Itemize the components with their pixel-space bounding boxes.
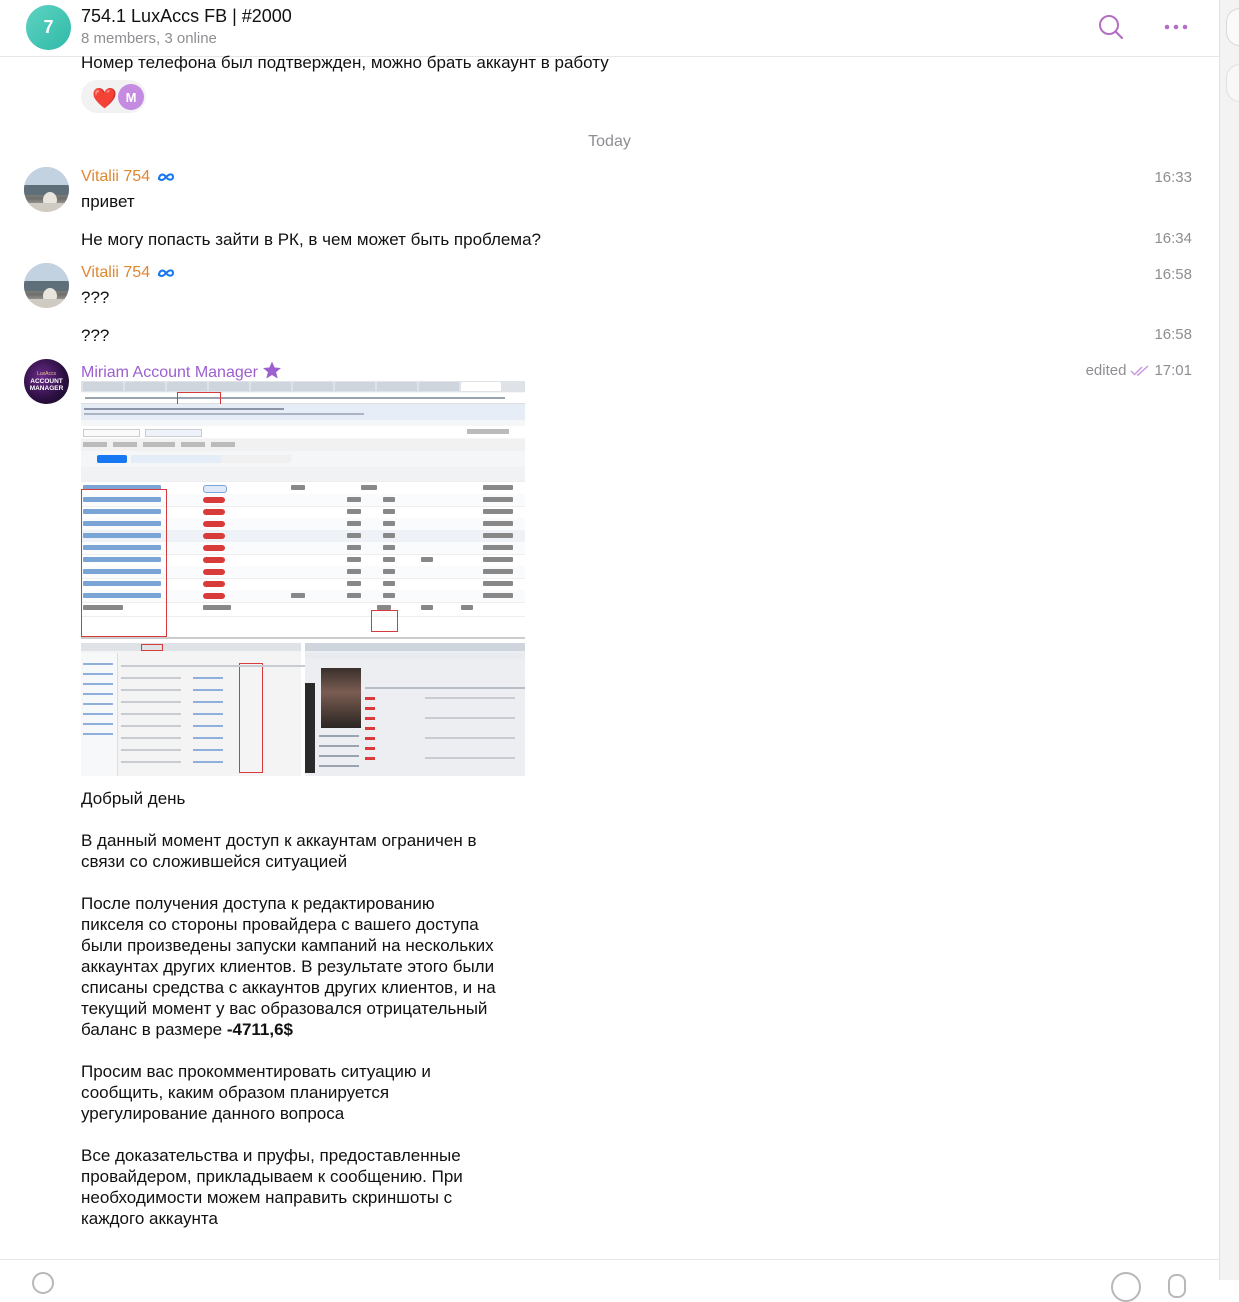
message-text: Номер телефона был подтвержден, можно брать аккаунт в работу bbox=[81, 53, 609, 72]
sender-name-text: Miriam Account Manager bbox=[81, 364, 258, 381]
message-paragraph: Все доказательства и пруфы, предоставленные провайдером, прикладываем к сообщению. При необходимости можем направить скриншоты с каждого аккаунта bbox=[81, 1146, 463, 1228]
message-meta bbox=[1060, 362, 1192, 379]
message-text: Не могу попасть зайти в РК, в чем может быть проблема? bbox=[81, 230, 541, 249]
side-panel-edge bbox=[1219, 0, 1239, 1280]
sender-name-text: Vitalii 754 bbox=[81, 264, 151, 281]
composer-bar[interactable] bbox=[0, 1259, 1219, 1281]
sender-name[interactable] bbox=[81, 264, 175, 282]
attach-icon[interactable] bbox=[32, 1272, 54, 1294]
attached-screenshot[interactable] bbox=[81, 381, 525, 776]
avatar[interactable] bbox=[24, 167, 69, 212]
avatar[interactable] bbox=[24, 263, 69, 308]
sender-name[interactable] bbox=[81, 168, 175, 186]
chat-members-status: 8 members, 3 online bbox=[81, 30, 217, 47]
message-time: 16:58 bbox=[1154, 266, 1192, 283]
ads-manager-screenshot bbox=[81, 381, 525, 639]
business-manager-screenshot bbox=[81, 643, 301, 776]
meta-icon bbox=[157, 267, 175, 279]
date-separator: Today bbox=[588, 133, 631, 150]
negative-balance-amount: -4711,6$ bbox=[226, 1020, 294, 1039]
star-icon bbox=[262, 361, 282, 379]
message-paragraph bbox=[81, 893, 496, 1040]
message-time: 16:34 bbox=[1154, 230, 1192, 247]
message-text: привет bbox=[81, 192, 135, 211]
profile-photo bbox=[321, 668, 361, 728]
group-avatar[interactable] bbox=[26, 5, 71, 50]
double-check-icon bbox=[1130, 365, 1150, 377]
sender-name-text: Vitalii 754 bbox=[81, 168, 151, 185]
side-panel-button[interactable] bbox=[1226, 8, 1239, 46]
message-paragraph-text: После получения доступа к редактированию пикселя со стороны провайдера с вашего доступа были произведены запуски кампаний на нескольких аккаунтах других клиентов. В результате этого были списаны средства с аккаунтов других клиентов, и на текущий момент у вас образовался отрицательный баланс в размере bbox=[81, 894, 496, 1039]
emoji-icon[interactable] bbox=[1111, 1272, 1141, 1302]
ads-filter-bar bbox=[81, 439, 525, 451]
reaction-avatar: M bbox=[118, 84, 144, 110]
notice-banner bbox=[81, 404, 525, 420]
more-horizontal-icon[interactable] bbox=[1161, 12, 1191, 42]
avatar-label: ACCOUNT MANAGER bbox=[29, 378, 64, 392]
chat-title[interactable]: 754.1 LuxAccs FB | #2000 bbox=[81, 6, 292, 26]
message-paragraph: Просим вас прокомментировать ситуацию и сообщить, каким образом планируется урегулирование данного вопроса bbox=[81, 1062, 431, 1123]
message-time: 17:01 bbox=[1154, 362, 1192, 379]
message-time: 16:33 bbox=[1154, 169, 1192, 186]
ads-toolbar bbox=[81, 426, 525, 438]
message-text: ??? bbox=[81, 326, 110, 345]
microphone-icon[interactable] bbox=[1168, 1274, 1186, 1298]
browser-tab-strip bbox=[81, 381, 525, 392]
ads-report-screenshot bbox=[305, 643, 525, 776]
message-paragraph: В данный момент доступ к аккаунтам ограничен в связи со сложившейся ситуацией bbox=[81, 831, 477, 871]
message-time: 16:58 bbox=[1154, 326, 1192, 343]
avatar-brand: LuxAccs bbox=[37, 371, 56, 377]
message-greeting: Добрый день bbox=[81, 789, 186, 808]
message-text: ??? bbox=[81, 288, 110, 307]
avatar[interactable] bbox=[24, 359, 69, 404]
address-bar bbox=[81, 393, 525, 404]
search-icon[interactable] bbox=[1096, 12, 1126, 42]
edited-label: edited bbox=[1085, 362, 1127, 379]
sender-name[interactable] bbox=[81, 361, 282, 382]
meta-icon bbox=[157, 171, 175, 183]
heart-reaction-icon[interactable]: ❤️ bbox=[92, 88, 117, 110]
side-panel-button-secondary[interactable] bbox=[1226, 64, 1239, 102]
group-avatar-initial: 7 bbox=[43, 17, 54, 37]
